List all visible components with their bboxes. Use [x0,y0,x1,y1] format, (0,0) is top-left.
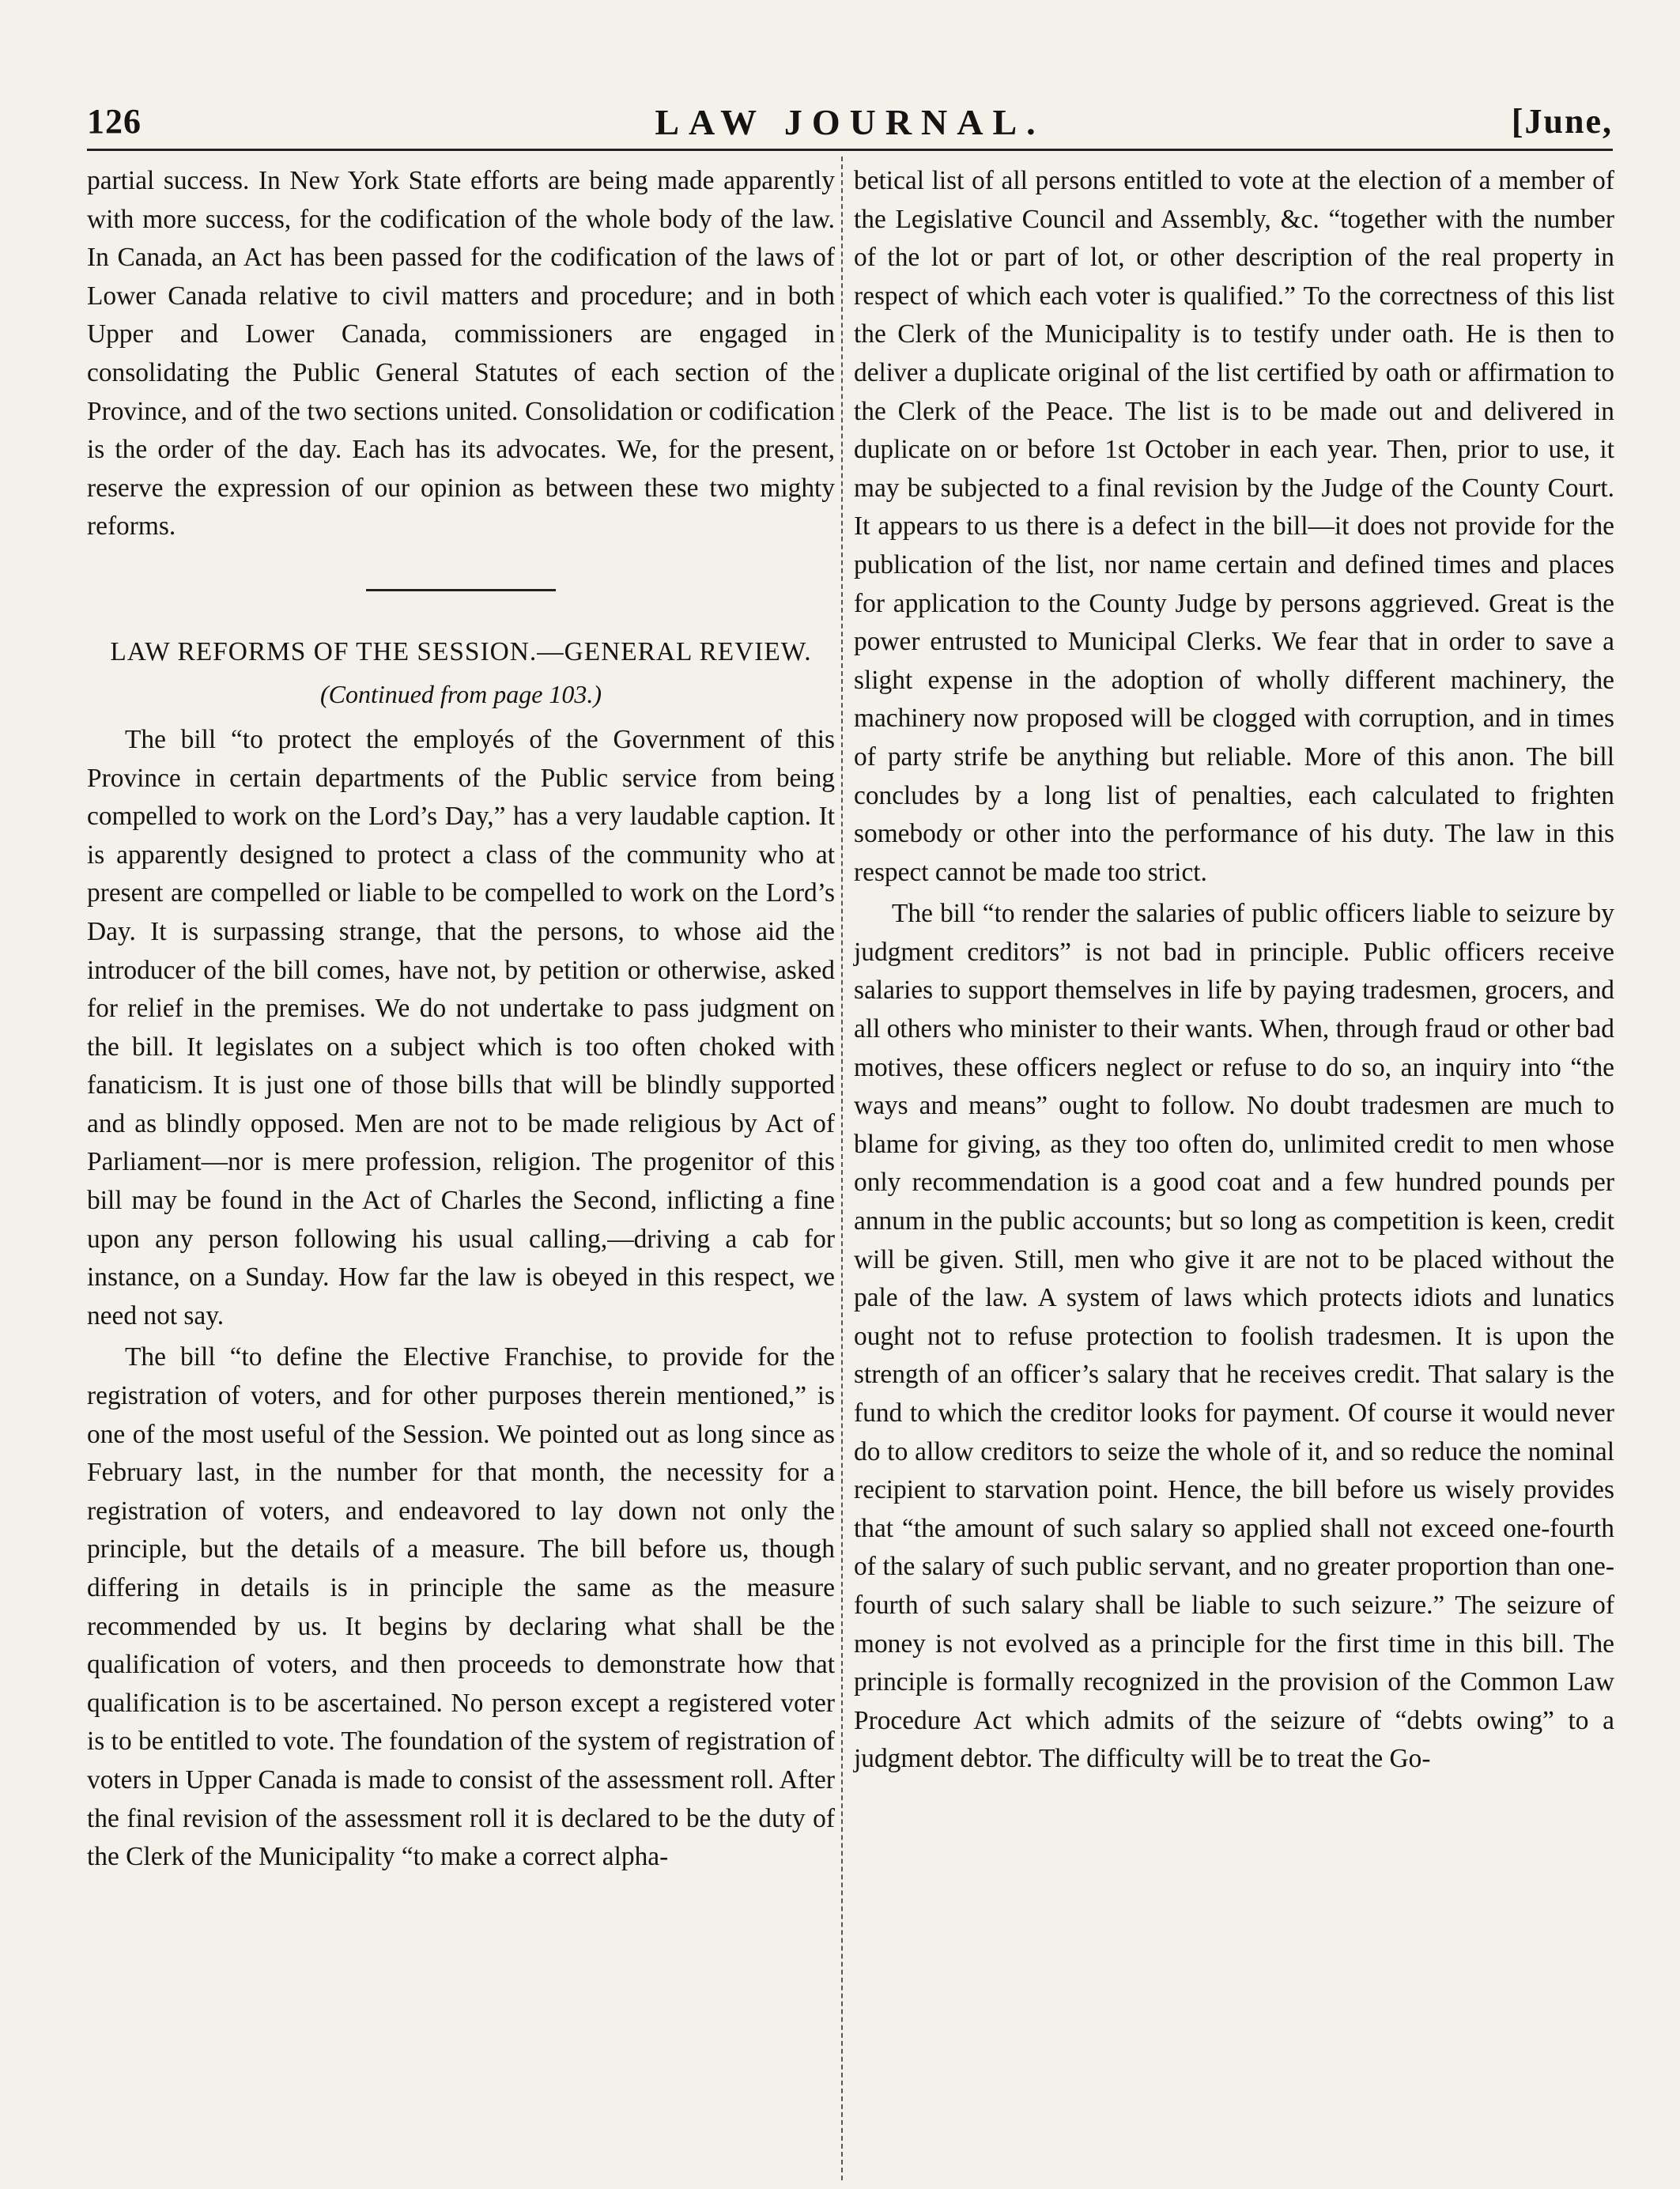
section-title: LAW REFORMS OF THE SESSION.—GENERAL REVIEW. [110,636,812,666]
page-number: 126 [87,102,142,141]
article-paragraph: The bill “to define the Elective Franchise, to provide for the registration of voters, and for other purposes therein mentioned,” is one of the most useful of the Session. We pointed out as long since as February last, in the number for that month, the necessity for a registration of voters, and endeavored to lay down not only the principle, but the details of a measure. The bill before us, though differing in details is in principle the same as the measure recommended by us. It begins by declaring what shall be the qualification of voters, and then proceeds to demonstrate how that qualification is to be ascertained. No person except a registered voter is to be entitled to vote. The foundation of the system of registration of voters in Upper Canada is made to consist of the assessment roll. After the final revision of the assessment roll it is declared to be the duty of the Clerk of the Municipality “to make a correct alpha- [87,1342,835,1872]
right-column [854,162,1614,1779]
page-header [87,101,1613,149]
running-title: LAW JOURNAL. [655,102,1045,142]
left-column [87,162,835,1877]
header-rule [87,149,1613,151]
article-paragraph: betical list of all persons entitled to vote at the election of a member of the Legislative Council and Assembly, &c. “together with the number of the lot or part of lot, or other description of the real property in respect of which each voter is qualified.” To the correctness of this list the Clerk of the Municipality is to testify under oath. He is then to deliver a duplicate original of the list certified by oath or affirmation to the Clerk of the Peace. The list is to be made out and delivered in duplicate on or before 1st October in each year. Then, prior to use, it may be subjected to a final revision by the Judge of the County Court. It appears to us there is a defect in the bill—it does not provide for the publication of the list, nor name certain and defined times and places for application to the County Judge by persons aggrieved. Great is the power entrusted to Municipal Clerks. We fear that in order to save a slight expense in the adoption of wholly different machinery, the machinery now proposed will be clogged with corruption, and in times of party strife be anything but reliable. More of this anon. The bill concludes by a long list of penalties, each calculated to frighten somebody or other into the performance of his duty. The law in this respect cannot be made too strict. [854,166,1614,887]
intro-paragraph: partial success. In New York State efforts are being made apparently with more success, for the codification of the whole body of the law. In Canada, an Act has been passed for the codification of the laws of Lower Canada relative to civil matters and procedure; and in both Upper and Lower Canada, commissioners are engaged in consolidating the Public General Statutes of each section of the Province, and of the two sections united. Consolidation or codification is the order of the day. Each has its advocates. We, for the present, reserve the expression of our opinion as between these two mighty reforms. [87,166,835,542]
column-divider [841,157,843,2180]
continued-note: (Continued from page 103.) [319,679,602,708]
article-paragraph: The bill “to render the salaries of public officers liable to seizure by judgment creditors” is not bad in principle. Public officers receive salaries to support themselves in life by paying tradesmen, grocers, and all others who minister to their wants. When, through fraud or other bad motives, these officers neglect or refuse to do so, an inquiry into “the ways and means” ought to follow. No doubt tradesmen are much to blame for giving, as they too often do, unlimited credit to men whose only recommendation is a good coat and a few hundred pounds per annum in the public accounts; but so long as competition is keen, credit will be given. Still, men who give it are not to be placed without the pale of the law. A system of laws which protects idiots and lunatics ought not to refuse protection to foolish tradesmen. It is upon the strength of an officer’s salary that he receives credit. That salary is the fund to which the creditor looks for payment. Of course it would never do to allow creditors to seize the whole of it, and so reduce the nominal recipient to starvation point. Hence, the bill before us wisely provides that “the amount of such salary so applied shall not exceed one-fourth of the salary of such public servant, and no greater proportion than one-fourth of such salary shall be liable to such seizure.” The seizure of money is not evolved as a principle for the first time in this bill. The principle is formally recognized in the provision of the Common Law Procedure Act which admits of the seizure of “debts owing” to a judgment debtor. The difficulty will be to treat the Go- [854,899,1614,1774]
article-paragraph: The bill “to protect the employés of the Government of this Province in certain departments of the Public service from being compelled to work on the Lord’s Day,” has a very laudable caption. It is apparently designed to protect a class of the community who at present are compelled or liable to be compelled to work on the Lord’s Day. It is surpassing strange, that the persons, to whose aid the introducer of the bill comes, have not, by petition or otherwise, asked for relief in the premises. We do not undertake to pass judgment on the bill. It legislates on a subject which is too often choked with fanaticism. It is just one of those bills that will be blindly supported and as blindly opposed. Men are not to be made religious by Act of Parliament—nor is mere profession, religion. The progenitor of this bill may be found in the Act of Charles the Second, inflicting a fine upon any person following his usual calling,—driving a cab for instance, on a Sunday. How far the law is obeyed in this respect, we need not say. [87,724,835,1330]
section-divider [366,589,556,591]
issue-month: [June, [1511,102,1613,141]
